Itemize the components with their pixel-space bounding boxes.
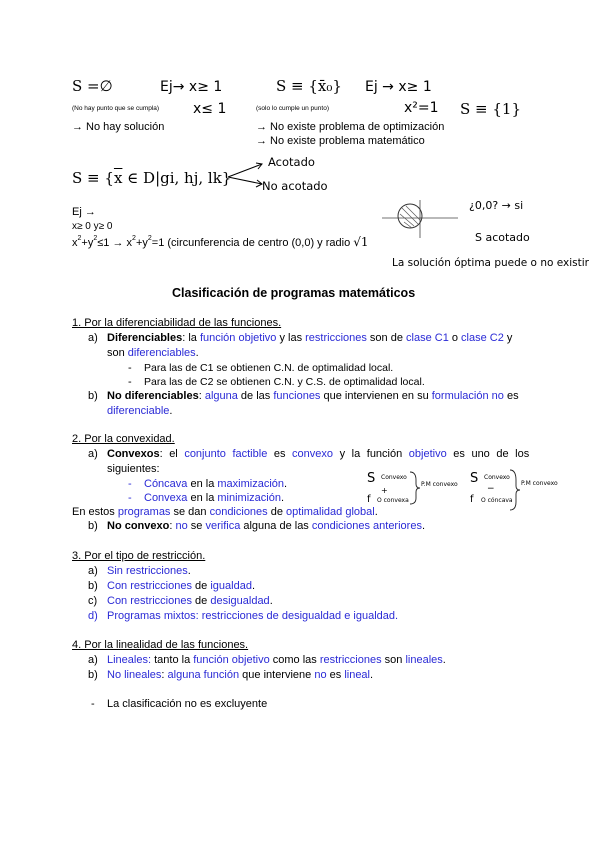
final-dash: - — [91, 698, 95, 710]
example-1-result: → No hay solución — [72, 121, 165, 133]
section-title: Clasificación de programas matemáticos — [172, 286, 416, 300]
brace-icon-2 — [508, 468, 522, 512]
brace-icon-1 — [408, 470, 422, 506]
origin-question: ¿0,0? → si — [469, 199, 524, 212]
s4-item-b-label: b) — [88, 669, 98, 681]
s1-sub-2: Para las de C2 se obtienen C.N. y C.S. de optimalidad local. — [144, 376, 425, 388]
s2-item-b: No convexo: no se verifica alguna de las condiciones anteriores. — [107, 520, 426, 532]
set-one: S ≡ {1} — [460, 100, 522, 118]
s3-item-a-label: a) — [88, 565, 98, 577]
empty-set-formula: S =∅ — [72, 77, 113, 95]
s3-item-c-label: c) — [88, 595, 98, 607]
note-s-1: S — [367, 471, 376, 486]
s1-item-b-label: b) — [88, 390, 98, 402]
example-3-label: Ej → — [72, 206, 96, 218]
final-note: La clasificación no es excluyente — [107, 698, 268, 710]
s1-item-b: No diferenciables: alguna de las funciones que intervienen en su formulación no es — [107, 390, 519, 402]
circle-description: $x^2+y^2\le 1 \to x^2+y^2=1$ (circunferencia de centro (0,0) y radio √1 — [72, 235, 369, 249]
note-s-2: S — [470, 471, 479, 486]
no-optimization-note: → No existe problema de optimización — [256, 121, 445, 133]
example-2-condition: Ej → x≥ 1 — [365, 79, 432, 95]
s3-item-a: Sin restricciones. — [107, 565, 191, 577]
circle-sketch-icon — [380, 196, 460, 240]
s2-sub-dash-1: - — [128, 478, 132, 490]
note-oconvexa: O convexa — [377, 497, 409, 504]
s1-sub-1: Para las de C1 se obtienen C.N. de optimalidad local. — [144, 362, 394, 374]
example-2-equation: x²=1 — [404, 100, 439, 116]
note-plus: + — [381, 486, 388, 495]
example-3-conditions: x≥ 0 y≥ 0 — [72, 221, 113, 232]
s1-item-a-line2: son diferenciables. — [107, 347, 199, 359]
s3-item-c: Con restricciones de desigualdad. — [107, 595, 273, 607]
note-oconcava: O cóncava — [481, 497, 513, 504]
bounded-arrows-icon — [226, 160, 266, 192]
s2-item-a-label: a) — [88, 448, 98, 460]
feasible-set-definition: $S \equiv \{\overline{x}$ ∈ D|gi, hj, lk} — [72, 169, 232, 187]
section-2-heading: 2. Por la convexidad. — [72, 433, 175, 445]
s3-item-b-label: b) — [88, 580, 98, 592]
bounded-label: Acotado — [268, 155, 315, 169]
s4-item-b: No lineales: alguna función que interviene no es lineal. — [107, 669, 374, 681]
unbounded-label: No acotado — [262, 179, 328, 193]
s2-sub-dash-2: - — [128, 492, 132, 504]
s2-item-a: Convexos: el conjunto factible es convexo y la función objetivo es uno de los — [107, 448, 530, 460]
s1-item-b-line2: diferenciable. — [107, 405, 173, 417]
s3-item-b: Con restricciones de igualdad. — [107, 580, 255, 592]
section-3-heading: 3. Por el tipo de restricción. — [72, 550, 206, 562]
s4-item-a: Lineales: tanto la función objetivo como las restricciones son lineales. — [107, 654, 446, 666]
note-convexo-1: Convexo — [381, 474, 407, 481]
s2-sub-2: Convexa en la minimización. — [144, 492, 285, 504]
note-pm-convexo-1: P.M convexo — [421, 481, 458, 488]
s3-item-d: Programas mixtos: restricciones de desigualdad e igualdad. — [107, 610, 399, 622]
s2-item-b-label: b) — [88, 520, 98, 532]
note-f-1: f — [367, 494, 371, 505]
example-1-condition-b: x≤ 1 — [193, 101, 227, 117]
s1-item-a: Diferenciables: la función objetivo y las restricciones son de clase C1 o clase C2 y — [107, 332, 513, 344]
optimal-solution-note: La solución óptima puede o no existir — [392, 257, 589, 269]
s4-item-a-label: a) — [88, 654, 98, 666]
single-point-set: S ≡ {x̄₀} — [276, 77, 342, 95]
s1-sub-dash-1: - — [128, 362, 132, 374]
s3-item-d-label: d) — [88, 610, 98, 622]
s2-sub-1: Cóncava en la maximización. — [144, 478, 288, 490]
no-math-problem-note: → No existe problema matemático — [256, 135, 425, 147]
example-1-note: (No hay punto que se cumpla) — [72, 105, 160, 112]
section-4-heading: 4. Por la linealidad de las funciones. — [72, 639, 249, 651]
note-minus: − — [487, 484, 495, 494]
note-f-2: f — [470, 494, 474, 505]
example-1-condition: Ej→ x≥ 1 — [160, 79, 223, 95]
section-1-heading: 1. Por la diferenciabilidad de las funciones. — [72, 317, 282, 329]
s2-global-optimality: En estos programas se dan condiciones de optimalidad global. — [72, 506, 378, 518]
single-point-note: (solo lo cumple un punto) — [256, 105, 329, 112]
s1-sub-dash-2: - — [128, 376, 132, 388]
s1-item-a-label: a) — [88, 332, 98, 344]
s2-item-a-line2: siguientes: — [107, 463, 160, 475]
note-convexo-2: Convexo — [484, 474, 510, 481]
bounded-set-label: S acotado — [475, 231, 530, 244]
note-pm-convexo-2: P.M convexo — [521, 480, 558, 487]
